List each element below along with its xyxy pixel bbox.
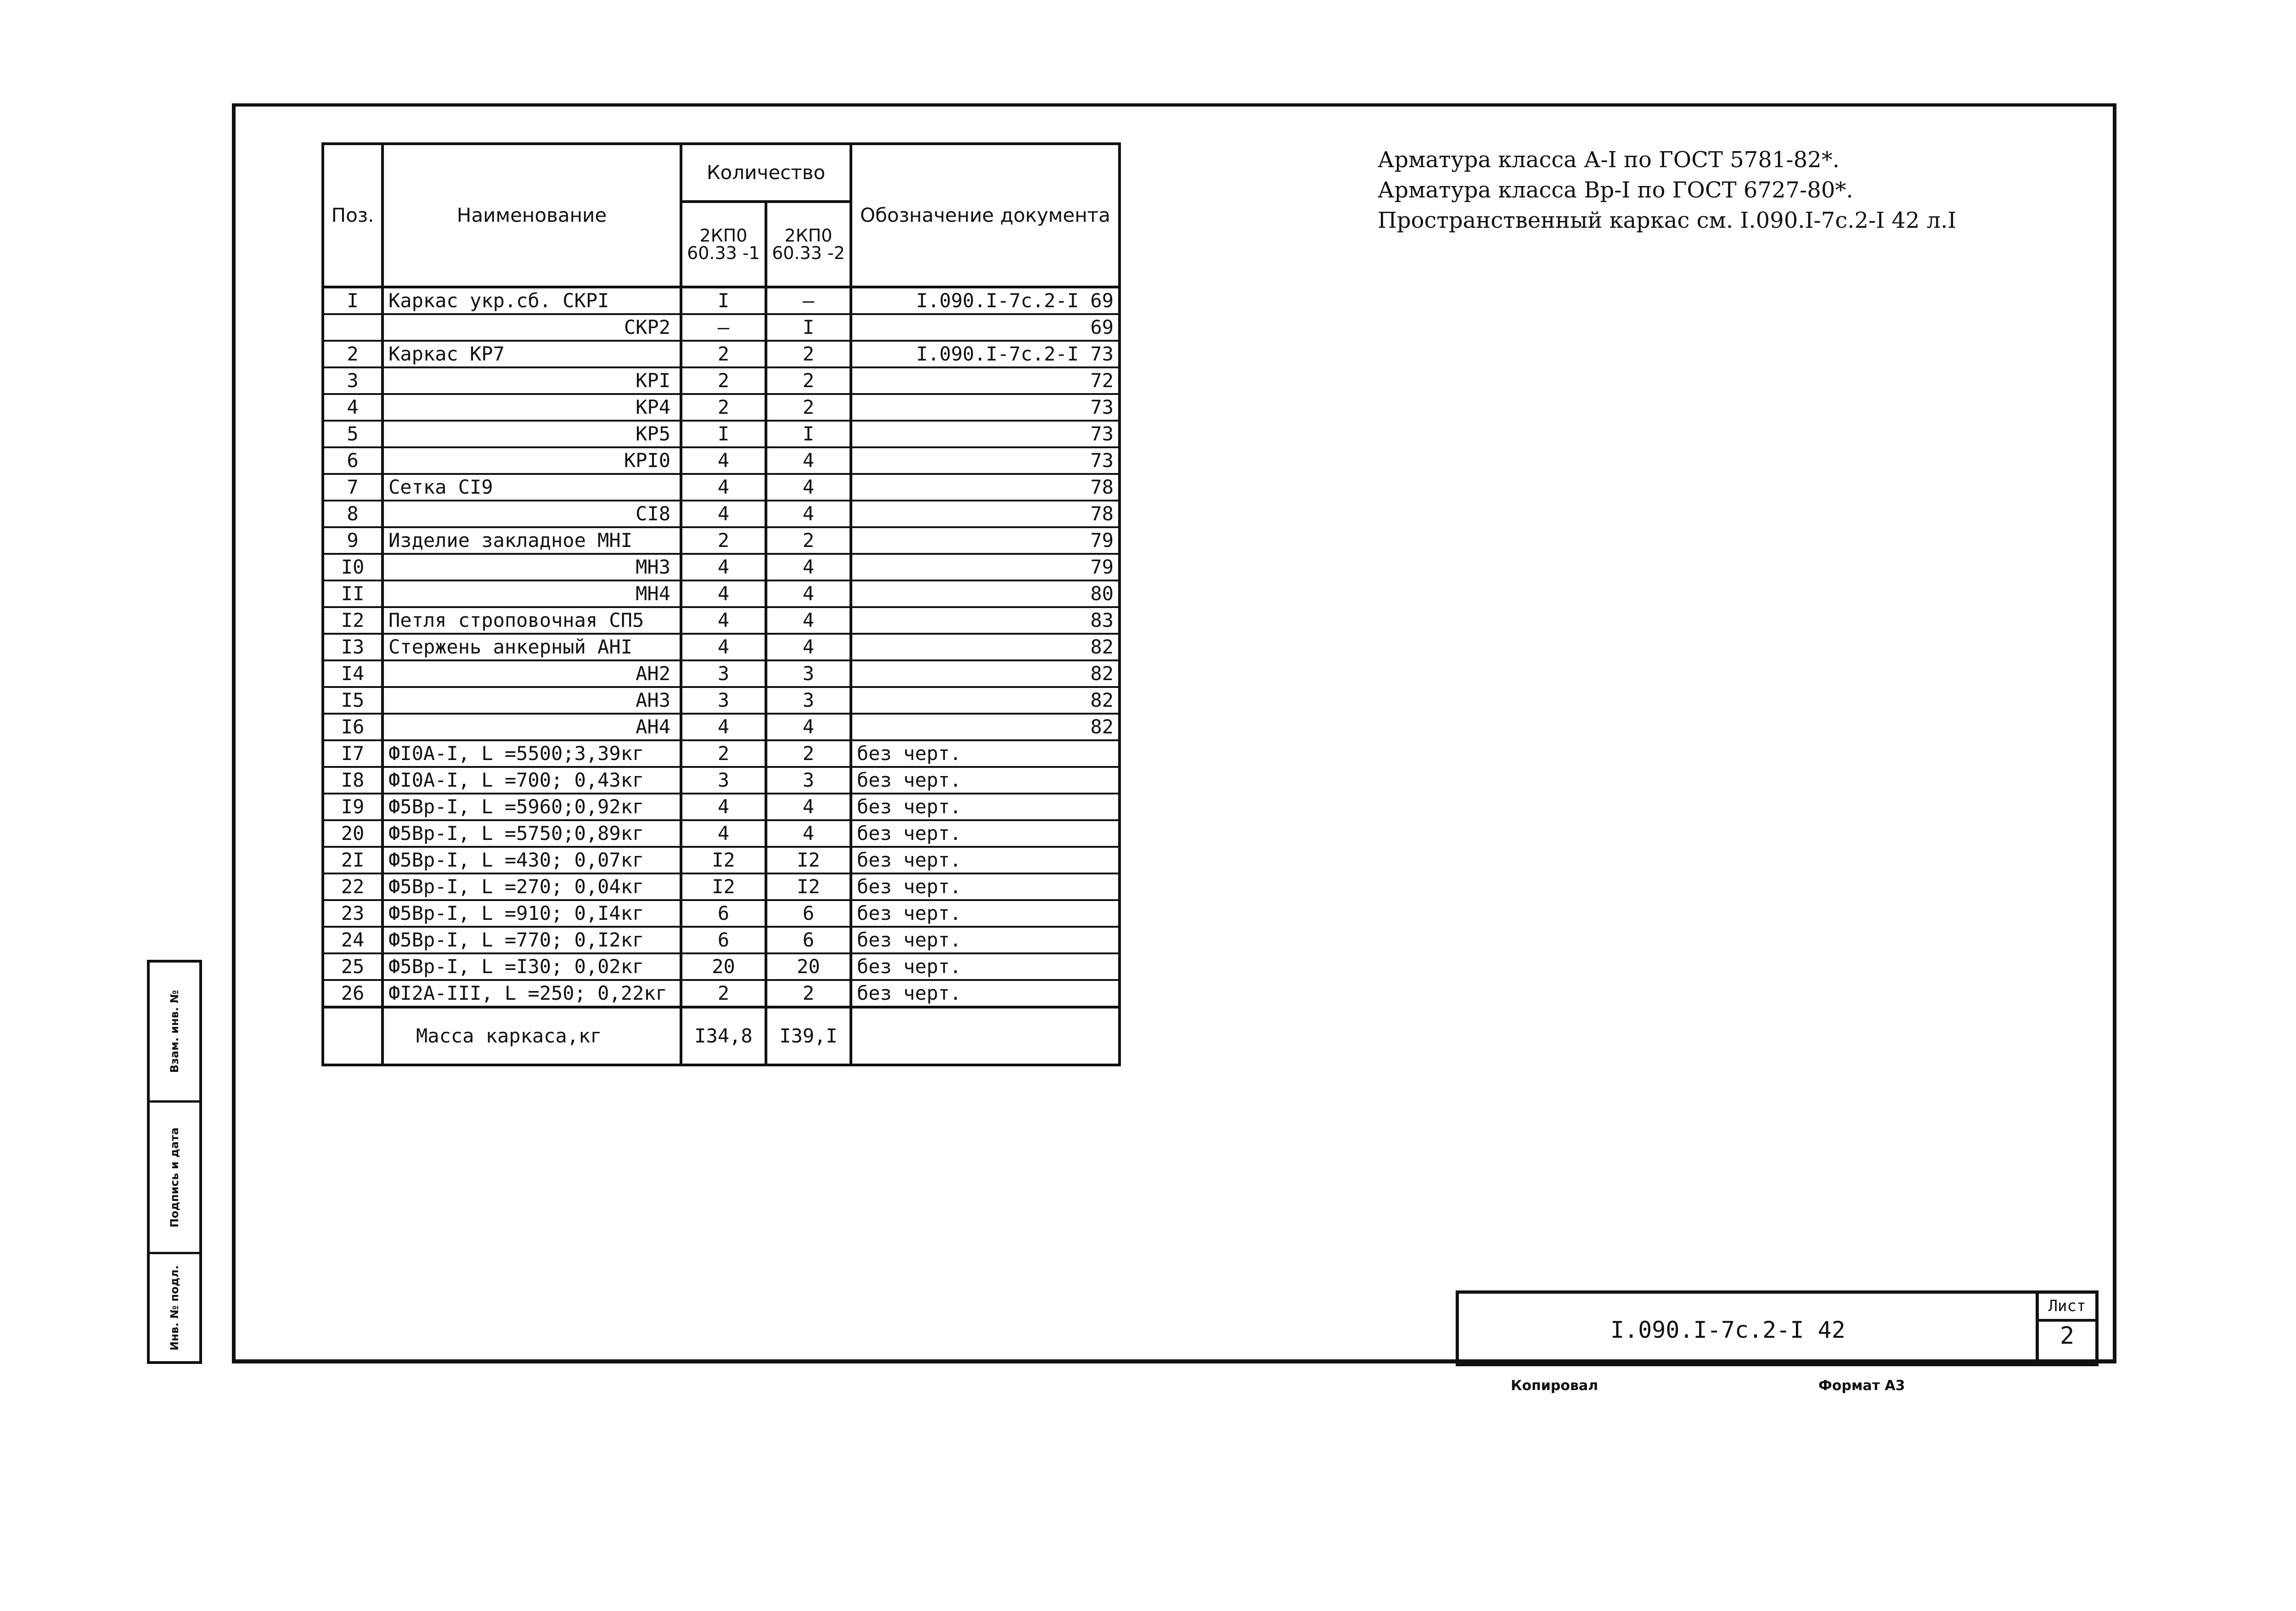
row-qty-2: I2: [766, 847, 851, 873]
table-row: [323, 740, 1120, 767]
header-name: Наименование: [383, 144, 681, 287]
table-row: [323, 421, 1120, 447]
strip-text-signature: Подпись и дата: [168, 1127, 181, 1228]
row-name: Ф5Вр-I, L =5750;0,89кг: [383, 820, 681, 847]
row-qty-2: 3: [766, 767, 851, 794]
row-qty-1: 2: [681, 367, 766, 394]
row-name: Ф5Вр-I, L =I30; 0,02кг: [383, 953, 681, 980]
row-qty-1: I: [681, 287, 766, 314]
sheet-cell: [2036, 1294, 2095, 1363]
row-name: ФI2А-III, L =250; 0,22кг: [383, 980, 681, 1007]
row-qty-1: 4: [681, 820, 766, 847]
note-3: Пространственный каркас см. I.090.I-7с.2-I 42 л.I: [1378, 208, 1957, 233]
row-qty-2: 2: [766, 980, 851, 1007]
table-row: [323, 314, 1120, 341]
table-row: [323, 474, 1120, 501]
row-doc: 78: [851, 474, 1120, 501]
mass-row: [323, 1007, 1120, 1065]
row-pos: I6: [323, 714, 383, 740]
row-name: Каркас КР7: [383, 341, 681, 367]
row-pos: 8: [323, 501, 383, 527]
footer-format: Формат А3: [1818, 1378, 1905, 1394]
row-qty-1: 2: [681, 980, 766, 1007]
mass-label: Масса каркаса,кг: [383, 1007, 681, 1065]
row-qty-2: 2: [766, 394, 851, 421]
row-qty-1: 2: [681, 740, 766, 767]
row-pos: 23: [323, 900, 383, 927]
row-name: КРI: [383, 367, 681, 394]
table-row: [323, 501, 1120, 527]
mass-doc: [851, 1007, 1120, 1065]
row-name: Ф5Вр-I, L =910; 0,I4кг: [383, 900, 681, 927]
row-pos: 4: [323, 394, 383, 421]
header-qty-col1: 2КП0 60.33 -1: [681, 202, 766, 287]
row-name: Ф5Вр-I, L =430; 0,07кг: [383, 847, 681, 873]
table-row: [323, 847, 1120, 873]
title-block: [1456, 1290, 2099, 1366]
row-doc: 73: [851, 447, 1120, 474]
table-row: [323, 447, 1120, 474]
row-doc: 82: [851, 714, 1120, 740]
row-pos: I2: [323, 607, 383, 634]
table-row: [323, 767, 1120, 794]
note-2: Арматура класса Вр-I по ГОСТ 6727-80*.: [1378, 177, 1853, 203]
row-doc: без черт.: [851, 794, 1120, 820]
row-qty-1: 6: [681, 900, 766, 927]
row-pos: 22: [323, 873, 383, 900]
binding-strip: [147, 960, 202, 1364]
table-row: [323, 687, 1120, 714]
row-qty-2: 4: [766, 714, 851, 740]
row-pos: 2: [323, 341, 383, 367]
row-qty-1: 4: [681, 634, 766, 660]
strip-text-replace: Взам. инв. №: [168, 990, 181, 1073]
row-qty-1: 2: [681, 527, 766, 554]
row-pos: II: [323, 580, 383, 607]
row-doc: 73: [851, 421, 1120, 447]
row-qty-1: 4: [681, 501, 766, 527]
row-doc: без черт.: [851, 953, 1120, 980]
row-name: СI8: [383, 501, 681, 527]
row-qty-1: 20: [681, 953, 766, 980]
row-qty-2: 4: [766, 634, 851, 660]
row-name: МН4: [383, 580, 681, 607]
row-qty-1: 3: [681, 687, 766, 714]
row-qty-2: 6: [766, 927, 851, 953]
notes: [1378, 145, 1956, 236]
row-qty-2: 4: [766, 580, 851, 607]
row-pos: 7: [323, 474, 383, 501]
row-name: Ф5Вр-I, L =5960;0,92кг: [383, 794, 681, 820]
table-row: [323, 607, 1120, 634]
strip-cell-inventory: [150, 1252, 199, 1361]
note-1: Арматура класса А-I по ГОСТ 5781-82*.: [1378, 147, 1840, 173]
row-qty-1: 4: [681, 474, 766, 501]
row-qty-2: 4: [766, 554, 851, 580]
specification-table: [321, 142, 1121, 1066]
row-pos: 5: [323, 421, 383, 447]
row-qty-1: 6: [681, 927, 766, 953]
table-row: [323, 900, 1120, 927]
row-doc: без черт.: [851, 927, 1120, 953]
row-qty-2: I2: [766, 873, 851, 900]
row-pos: 6: [323, 447, 383, 474]
row-pos: 9: [323, 527, 383, 554]
strip-cell-signature: [150, 1100, 199, 1252]
row-name: КР5: [383, 421, 681, 447]
row-doc: без черт.: [851, 980, 1120, 1007]
mass-q1: I34,8: [681, 1007, 766, 1065]
row-doc: 73: [851, 394, 1120, 421]
row-doc: 79: [851, 527, 1120, 554]
row-pos: I3: [323, 634, 383, 660]
row-name: Ф5Вр-I, L =270; 0,04кг: [383, 873, 681, 900]
row-name: Стержень анкерный АНI: [383, 634, 681, 660]
row-qty-2: 4: [766, 447, 851, 474]
row-doc: 82: [851, 660, 1120, 687]
mass-q2: I39,I: [766, 1007, 851, 1065]
row-doc: 83: [851, 607, 1120, 634]
row-qty-2: I: [766, 421, 851, 447]
row-qty-1: I2: [681, 873, 766, 900]
row-doc: без черт.: [851, 873, 1120, 900]
row-qty-1: 3: [681, 660, 766, 687]
row-qty-1: 4: [681, 607, 766, 634]
row-qty-1: 2: [681, 341, 766, 367]
row-pos: 26: [323, 980, 383, 1007]
table-row: [323, 873, 1120, 900]
footer-copied: Копировал: [1511, 1378, 1598, 1394]
table-row: [323, 660, 1120, 687]
table-row: [323, 287, 1120, 314]
row-pos: 24: [323, 927, 383, 953]
table-row: [323, 820, 1120, 847]
row-doc: 72: [851, 367, 1120, 394]
table-row: [323, 980, 1120, 1007]
row-name: ФI0А-I, L =5500;3,39кг: [383, 740, 681, 767]
row-qty-2: 4: [766, 474, 851, 501]
row-doc: 78: [851, 501, 1120, 527]
row-doc: без черт.: [851, 767, 1120, 794]
row-doc: без черт.: [851, 820, 1120, 847]
header-doc: Обозначение документа: [851, 144, 1120, 287]
row-qty-1: 4: [681, 714, 766, 740]
row-doc: 82: [851, 634, 1120, 660]
row-qty-2: 2: [766, 527, 851, 554]
row-doc: 80: [851, 580, 1120, 607]
row-pos: 25: [323, 953, 383, 980]
header-qty-col2: 2КП0 60.33 -2: [766, 202, 851, 287]
spec-body: [323, 287, 1120, 1007]
table-row: [323, 394, 1120, 421]
row-name: АН4: [383, 714, 681, 740]
header-qty: Количество: [681, 144, 851, 202]
row-name: МН3: [383, 554, 681, 580]
row-name: Каркас укр.сб. СКРI: [383, 287, 681, 314]
table-row: [323, 634, 1120, 660]
row-pos: I7: [323, 740, 383, 767]
table-row: [323, 927, 1120, 953]
row-doc: I.090.I-7с.2-I 69: [851, 287, 1120, 314]
row-doc: без черт.: [851, 900, 1120, 927]
row-doc: 79: [851, 554, 1120, 580]
row-qty-2: 4: [766, 501, 851, 527]
row-name: Петля строповочная СП5: [383, 607, 681, 634]
table-row: [323, 714, 1120, 740]
row-qty-1: I2: [681, 847, 766, 873]
row-qty-2: 20: [766, 953, 851, 980]
row-doc: без черт.: [851, 740, 1120, 767]
row-name: Изделие закладное МНI: [383, 527, 681, 554]
sheet-label: Лист: [2039, 1294, 2095, 1322]
sheet-number: 2: [2060, 1322, 2075, 1350]
table-row: [323, 367, 1120, 394]
row-pos: 2I: [323, 847, 383, 873]
table-row: [323, 794, 1120, 820]
table-row: [323, 341, 1120, 367]
row-qty-1: 3: [681, 767, 766, 794]
row-pos: I0: [323, 554, 383, 580]
row-name: СКР2: [383, 314, 681, 341]
table-row: [323, 953, 1120, 980]
row-qty-2: 4: [766, 794, 851, 820]
row-qty-1: 4: [681, 794, 766, 820]
row-name: КРI0: [383, 447, 681, 474]
row-qty-2: 2: [766, 740, 851, 767]
row-name: Ф5Вр-I, L =770; 0,I2кг: [383, 927, 681, 953]
row-doc: без черт.: [851, 847, 1120, 873]
row-qty-1: 4: [681, 447, 766, 474]
row-qty-2: 3: [766, 687, 851, 714]
strip-cell-replace: [150, 963, 199, 1100]
document-code: I.090.I-7с.2-I 42: [1610, 1317, 1846, 1343]
row-doc: 82: [851, 687, 1120, 714]
table-row: [323, 554, 1120, 580]
row-doc: I.090.I-7с.2-I 73: [851, 341, 1120, 367]
row-doc: 69: [851, 314, 1120, 341]
row-name: ФI0А-I, L =700; 0,43кг: [383, 767, 681, 794]
strip-text-inventory: Инв. № подл.: [168, 1265, 181, 1351]
row-qty-2: 6: [766, 900, 851, 927]
row-name: Сетка СI9: [383, 474, 681, 501]
row-qty-1: 2: [681, 394, 766, 421]
row-qty-2: I: [766, 314, 851, 341]
mass-pos: [323, 1007, 383, 1065]
row-qty-1: I: [681, 421, 766, 447]
table-row: [323, 580, 1120, 607]
row-qty-2: –: [766, 287, 851, 314]
row-qty-1: 4: [681, 580, 766, 607]
row-qty-2: 3: [766, 660, 851, 687]
row-pos: I: [323, 287, 383, 314]
table-row: [323, 527, 1120, 554]
row-pos: I9: [323, 794, 383, 820]
row-pos: 20: [323, 820, 383, 847]
row-name: АН3: [383, 687, 681, 714]
row-pos: [323, 314, 383, 341]
row-qty-1: 4: [681, 554, 766, 580]
row-qty-2: 2: [766, 341, 851, 367]
row-pos: I8: [323, 767, 383, 794]
row-qty-1: –: [681, 314, 766, 341]
header-pos: Поз.: [323, 144, 383, 287]
row-qty-2: 4: [766, 607, 851, 634]
row-name: КР4: [383, 394, 681, 421]
row-qty-2: 4: [766, 820, 851, 847]
row-name: АН2: [383, 660, 681, 687]
row-pos: I5: [323, 687, 383, 714]
row-pos: 3: [323, 367, 383, 394]
row-pos: I4: [323, 660, 383, 687]
row-qty-2: 2: [766, 367, 851, 394]
